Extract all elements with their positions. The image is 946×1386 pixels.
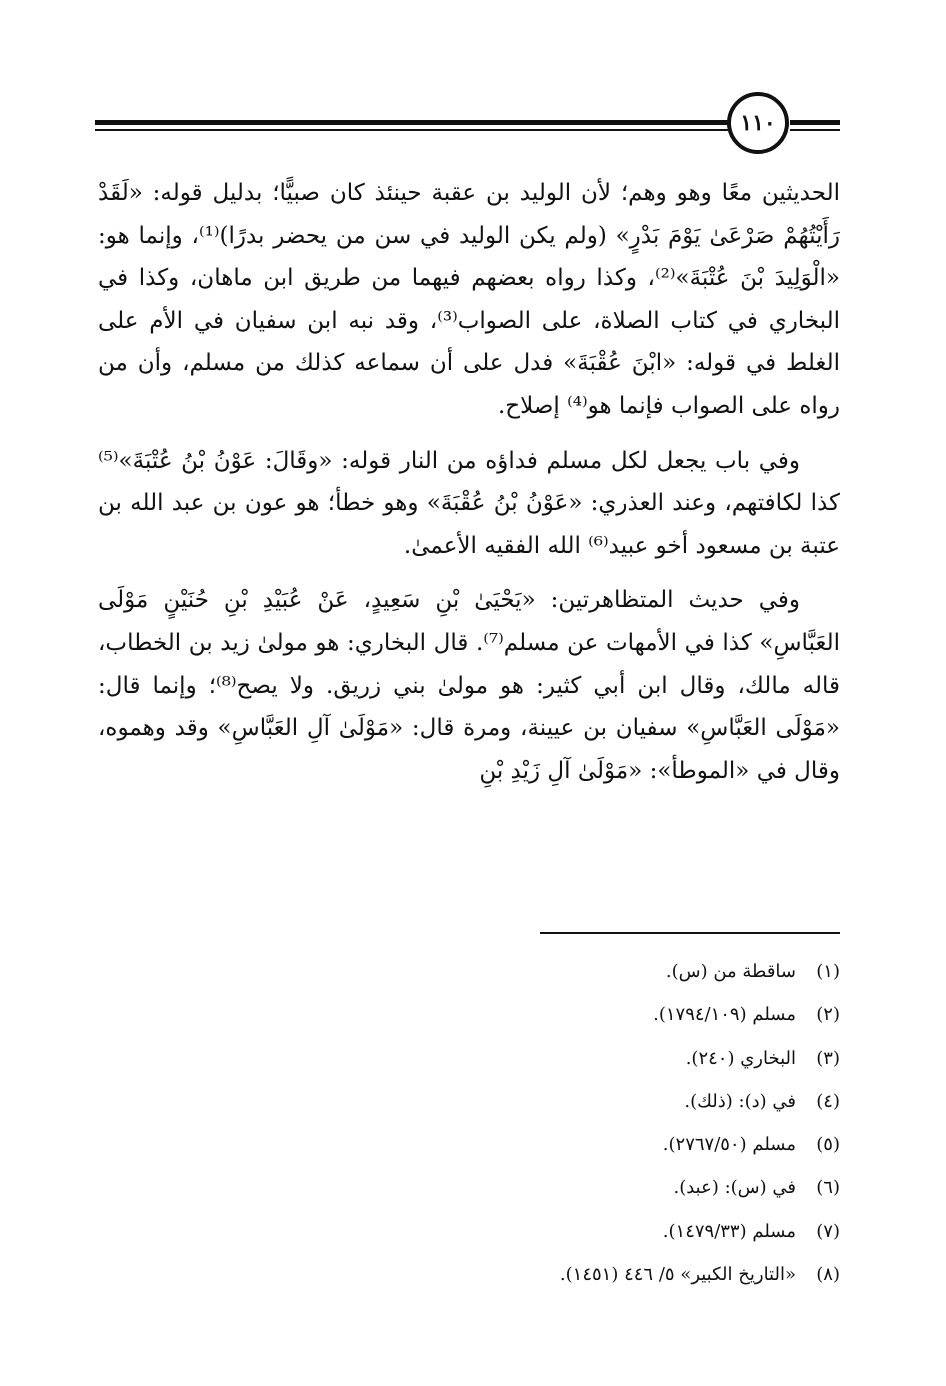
header-rule-right-thick — [790, 120, 840, 125]
footnote-text: «التاريخ الكبير» ٥/ ٤٤٦ (١٤٥١). — [559, 1264, 796, 1286]
footnote-text: ساقطة من (س). — [665, 961, 796, 982]
footnote-8 — [98, 1253, 840, 1296]
paragraph-2: وفي باب يجعل لكل مسلم فداؤه من النار قوله: «وقَالَ: عَوْنُ بْنُ عُتْبَةَ»⁽⁵⁾ كذا لكافتهم، وعند العذري: «عَوْنُ بْنُ عُقْبَةَ» وهو خطأ؛ هو عون بن عبد الله بن عتبة بن مسعود أخو عبيد⁽⁶⁾ الله الفقيه الأعمىٰ. — [98, 447, 840, 559]
footnote-1 — [98, 950, 840, 993]
footnote-7 — [98, 1210, 840, 1253]
paragraph-3: وفي حديث المتظاهرتين: «يَحْيَىٰ بْنِ سَعِيدٍ، عَنْ عُبَيْدِ بْنِ حُنَيْنٍ مَوْلَى العَبَّاسِ» كذا في الأمهات عن مسلم⁽⁷⁾. قال البخاري: هو مولىٰ زيد بن الخطاب، قاله مالك، وقال ابن أبي كثير: هو مولىٰ بني زريق. ولا يصح⁽⁸⁾؛ وإنما قال: «مَوْلَى العَبَّاسِ» سفيان بن عيينة، ومرة قال: «مَوْلَىٰ آلِ العَبَّاسِ» وقد وهموه، وقال في «الموطأ»: «مَوْلَىٰ آلِ زَيْدِ بْنِ — [98, 587, 841, 784]
footnote-number: (٦) — [816, 1177, 840, 1199]
header-rule-right-thin — [790, 129, 840, 131]
footnote-text: مسلم (١٤٧٩/٣٣). — [662, 1220, 796, 1242]
page-header — [95, 92, 840, 158]
footnote-separator — [540, 932, 840, 934]
paragraph-1: الحديثين معًا وهو وهم؛ لأن الوليد بن عقبة حينئذ كان صبيًّا؛ بدليل قوله: «لَقَدْ رَأَيْتُهُمْ صَرْعَىٰ يَوْمَ بَدْرٍ» (ولم يكن الوليد في سن من يحضر بدرًا)⁽¹⁾، وإنما هو: «الْوَلِيدَ بْنَ عُتْبَةَ»⁽²⁾، وكذا رواه بعضهم فيهما من طريق ابن ماهان، وكذا في البخاري في كتاب الصلاة، على الصواب⁽³⁾، وقد نبه ابن سفيان في الأم على الغلط في قوله: «ابْنَ عُقْبَةَ» فدل على أن سماعه كذلك من مسلم، وأن من رواه على الصواب فإنما هو⁽⁴⁾ إصلاح. — [98, 180, 841, 419]
footnote-number: (١) — [816, 961, 840, 982]
footnote-text: في (د): (ذلك). — [684, 1090, 796, 1112]
footnote-number: (٧) — [816, 1220, 840, 1242]
header-rule-thick — [95, 120, 735, 125]
footnote-text: مسلم (١٧٩٤/١٠٩). — [653, 1004, 796, 1026]
footnote-2 — [98, 993, 840, 1036]
footnote-6 — [98, 1166, 840, 1209]
main-text — [98, 172, 840, 804]
footnote-4 — [98, 1080, 840, 1123]
footnote-number: (٨) — [816, 1264, 840, 1286]
footnote-number: (٤) — [816, 1090, 840, 1112]
footnote-text: البخاري (٢٤٠). — [685, 1047, 796, 1069]
footnote-3 — [98, 1037, 840, 1080]
footnote-text: مسلم (٢٧٦٧/٥٠). — [662, 1134, 796, 1156]
page-number: ١١٠ — [727, 92, 789, 154]
footnote-number: (٢) — [816, 1004, 840, 1026]
footnote-text: في (س): (عبد). — [673, 1177, 796, 1199]
header-rule-thin — [95, 129, 735, 131]
footnote-number: (٥) — [816, 1134, 840, 1156]
footnote-5 — [98, 1123, 840, 1166]
footnotes — [98, 950, 840, 1296]
footnote-number: (٣) — [816, 1047, 840, 1069]
